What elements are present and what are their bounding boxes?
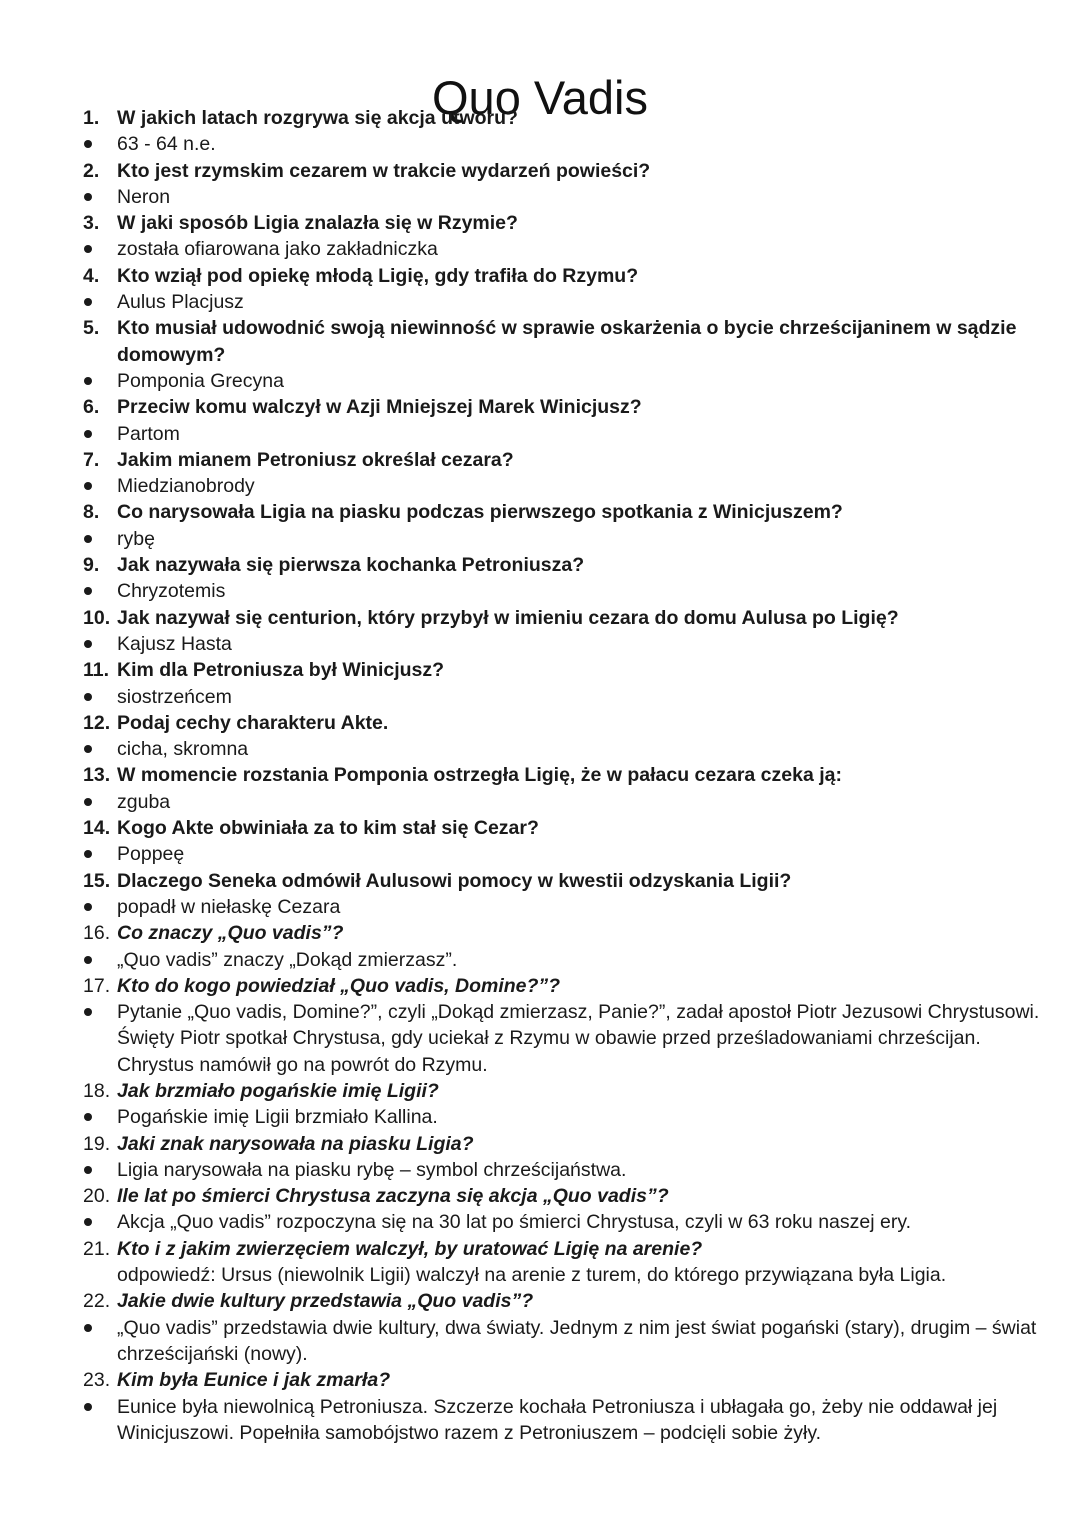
question-number: 1. [83, 107, 100, 129]
question-number: 3. [83, 212, 100, 235]
question-number: 20. [83, 1185, 111, 1208]
bullet-icon [84, 298, 92, 306]
answer-item [0, 473, 1080, 499]
question-number: 14. [83, 817, 111, 840]
question-item [0, 447, 1080, 473]
question-item [0, 158, 1080, 184]
answer-item [0, 1315, 1080, 1368]
question-text: Przeciw komu walczył w Azji Mniejszej Marek Winicjusz? [117, 396, 642, 419]
question-item [0, 1183, 1080, 1209]
question-number: 19. [83, 1132, 111, 1155]
answer-text: Chryzotemis [117, 580, 226, 603]
question-text: Dlaczego Seneka odmówił Aulusowi pomocy w kwestii odzyskania Ligii? [117, 869, 792, 892]
question-item [0, 1367, 1080, 1393]
question-text: Kto musiał udowodnić swoją niewinność w sprawie oskarżenia o bycie chrześcijaninem w sądzie domowym? [117, 317, 1017, 366]
answer-item [0, 1157, 1080, 1183]
bullet-icon [84, 1218, 92, 1226]
bullet-icon [84, 693, 92, 701]
bullet-icon [84, 1403, 92, 1411]
question-text: Jak nazywała się pierwsza kochanka Petroniusza? [117, 554, 585, 577]
question-item [0, 762, 1080, 788]
answer-text: Pytanie „Quo vadis, Domine?”, czyli „Dokąd zmierzasz, Panie?”, zadał apostoł Piotr Jezusowi Chrystusowi. Święty Piotr spotkał Chrystusa, gdy uciekał z Rzymu w obawie przed prześladowaniami chrześcijan. Chrystus namówił go na powrót do Rzymu. [117, 1001, 1040, 1076]
answer-item [0, 999, 1080, 1078]
question-number: 5. [83, 317, 100, 340]
question-text: Co znaczy „Quo vadis”? [117, 922, 344, 945]
answer-text: 63 - 64 n.e. [117, 133, 216, 156]
answer-text: została ofiarowana jako zakładniczka [117, 238, 438, 261]
answer-text: Poppeę [117, 843, 185, 866]
bullet-icon [84, 482, 92, 490]
answer-text: siostrzeńcem [117, 685, 232, 708]
bullet-icon [84, 640, 92, 648]
question-item [0, 499, 1080, 525]
question-item [0, 210, 1080, 236]
question-text: Kto jest rzymskim cezarem w trakcie wydarzeń powieści? [117, 159, 651, 182]
bullet-icon [84, 535, 92, 543]
question-text: Kto i z jakim zwierzęciem walczył, by uratować Ligię na arenie? [117, 1237, 703, 1260]
bullet-icon [84, 1166, 92, 1174]
answer-text: Neron [117, 185, 171, 208]
question-text: Kogo Akte obwiniała za to kim stał się Cezar? [117, 817, 539, 840]
question-item [0, 1236, 1080, 1262]
bullet-icon [84, 245, 92, 253]
question-item [0, 1131, 1080, 1157]
question-number: 18. [83, 1079, 111, 1102]
question-item [0, 920, 1080, 946]
bullet-icon [84, 1008, 92, 1016]
question-item [0, 710, 1080, 736]
page-title: Quo Vadis [432, 71, 648, 125]
question-item [0, 1078, 1080, 1104]
question-number: 15. [83, 869, 111, 892]
answer-item [0, 289, 1080, 315]
question-item [0, 394, 1080, 420]
bullet-icon [84, 1113, 92, 1121]
bullet-icon [84, 1324, 92, 1332]
question-number: 8. [83, 501, 100, 524]
question-number: 13. [83, 764, 111, 787]
answer-item [0, 789, 1080, 815]
answer-text: Miedzianobrody [117, 475, 255, 498]
answer-item [0, 947, 1080, 973]
question-answer-list [0, 105, 1080, 1446]
question-text: Jakie dwie kultury przedstawia „Quo vadis”? [117, 1290, 534, 1313]
question-number: 2. [83, 159, 100, 182]
answer-text: Ligia narysowała na piasku rybę – symbol chrześcijaństwa. [117, 1158, 627, 1181]
question-number: 10. [83, 606, 111, 629]
question-item [0, 605, 1080, 631]
question-number: 12. [83, 711, 111, 734]
bullet-icon [84, 430, 92, 438]
question-number: 4. [83, 264, 100, 287]
answer-item [0, 1262, 1080, 1288]
question-text: W momencie rozstania Pomponia ostrzegła Ligię, że w pałacu cezara czeka ją: [117, 764, 842, 787]
answer-text: popadł w niełaskę Cezara [117, 895, 341, 918]
answer-text: Eunice była niewolnicą Petroniusza. Szczerze kochała Petroniusza i ubłagała go, żeby nie oddawał jej Winicjuszowi. Popełniła samobójstwo razem z Petroniuszem – podcięli sobie żyły. [117, 1395, 998, 1444]
answer-text: Pomponia Grecyna [117, 369, 284, 392]
answer-text: Akcja „Quo vadis” rozpoczyna się na 30 lat po śmierci Chrystusa, czyli w 63 roku naszej ery. [117, 1211, 912, 1234]
question-item [0, 973, 1080, 999]
question-text: Kto wziął pod opiekę młodą Ligię, gdy trafiła do Rzymu? [117, 264, 639, 287]
question-number: 22. [83, 1290, 111, 1313]
question-item [0, 263, 1080, 289]
answer-item [0, 1209, 1080, 1235]
question-item [0, 868, 1080, 894]
question-number: 6. [83, 396, 100, 419]
bullet-icon [84, 587, 92, 595]
answer-item [0, 368, 1080, 394]
question-number: 11. [83, 659, 110, 682]
bullet-icon [84, 745, 92, 753]
answer-item [0, 1394, 1080, 1447]
bullet-icon [84, 903, 92, 911]
bullet-icon [84, 193, 92, 201]
answer-text: zguba [117, 790, 171, 813]
answer-text: Partom [117, 422, 180, 445]
answer-item [0, 894, 1080, 920]
answer-item [0, 131, 1080, 157]
answer-item [0, 841, 1080, 867]
question-item [0, 315, 1080, 368]
answer-item [0, 684, 1080, 710]
question-text: Jak nazywał się centurion, który przybył w imieniu cezara do domu Aulusa po Ligię? [117, 606, 899, 629]
answer-text: odpowiedź: Ursus (niewolnik Ligii) walczył na arenie z turem, do którego przywiązana była Ligia. [117, 1264, 947, 1287]
answer-text: „Quo vadis” przedstawia dwie kultury, dwa światy. Jednym z nim jest świat pogański (stary), drugim – świat chrześcijański (nowy). [117, 1316, 1037, 1365]
answer-item [0, 631, 1080, 657]
question-item [0, 657, 1080, 683]
answer-item [0, 1104, 1080, 1130]
question-number: 23. [83, 1369, 111, 1392]
bullet-icon [84, 798, 92, 806]
bullet-icon [84, 140, 92, 148]
answer-text: Pogańskie imię Ligii brzmiało Kallina. [117, 1106, 438, 1129]
answer-item [0, 526, 1080, 552]
question-text: Jak brzmiało pogańskie imię Ligii? [117, 1079, 439, 1102]
bullet-icon [84, 377, 92, 385]
question-text: Kto do kogo powiedział „Quo vadis, Domine?”? [117, 974, 561, 997]
answer-text: rybę [117, 527, 155, 550]
answer-item [0, 736, 1080, 762]
question-number: 7. [83, 448, 100, 471]
answer-item [0, 236, 1080, 262]
question-text: Kim była Eunice i jak zmarła? [117, 1369, 391, 1392]
question-item [0, 815, 1080, 841]
question-text: Jaki znak narysowała na piasku Ligia? [117, 1132, 474, 1155]
question-number: 16. [83, 922, 111, 945]
bullet-icon [84, 850, 92, 858]
question-item [0, 1288, 1080, 1314]
question-text: W jakich latach rozgrywa się akcja utworu? [117, 107, 518, 129]
question-text: Ile lat po śmierci Chrystusa zaczyna się akcja „Quo vadis”? [117, 1185, 669, 1208]
question-item [0, 552, 1080, 578]
question-item [0, 105, 1080, 131]
answer-text: Kajusz Hasta [117, 632, 232, 655]
answer-text: Aulus Placjusz [117, 291, 244, 314]
question-text: Co narysowała Ligia na piasku podczas pierwszego spotkania z Winicjuszem? [117, 501, 843, 524]
question-number: 9. [83, 554, 100, 577]
question-number: 17. [83, 974, 111, 997]
question-text: Kim dla Petroniusza był Winicjusz? [117, 659, 445, 682]
question-text: W jaki sposób Ligia znalazła się w Rzymie? [117, 212, 518, 235]
question-text: Podaj cechy charakteru Akte. [117, 711, 389, 734]
answer-item [0, 421, 1080, 447]
answer-text: „Quo vadis” znaczy „Dokąd zmierzasz”. [117, 948, 458, 971]
question-number: 21. [83, 1237, 111, 1260]
answer-item [0, 184, 1080, 210]
answer-item [0, 578, 1080, 604]
answer-text: cicha, skromna [117, 738, 249, 761]
question-text: Jakim mianem Petroniusz określał cezara? [117, 448, 514, 471]
bullet-icon [84, 956, 92, 964]
